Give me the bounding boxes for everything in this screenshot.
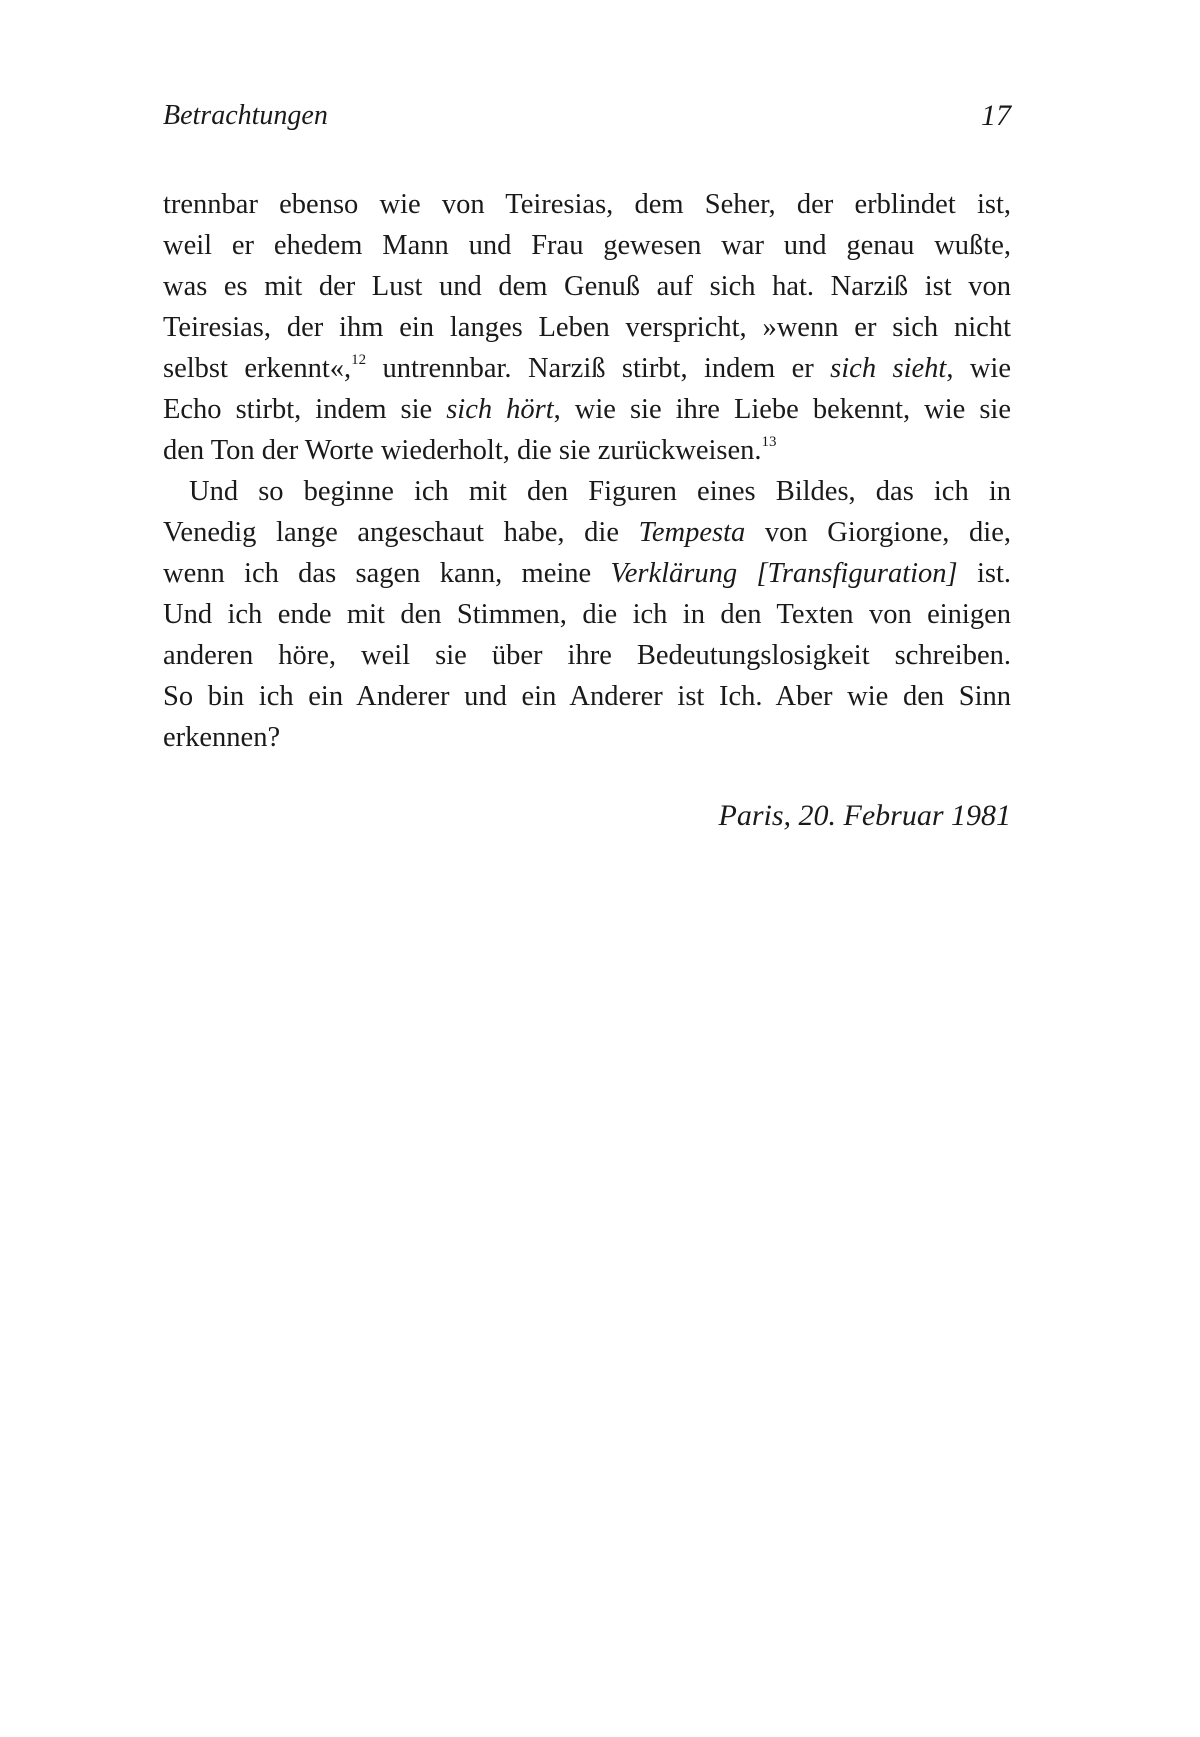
text-line: So bin ich ein Anderer und ein Anderer ist Ich. Aber wie den Sinn: [163, 681, 1011, 712]
text-run: ist.: [957, 558, 1011, 589]
footnote-ref-13[interactable]: 13: [761, 434, 777, 450]
page-number: 17: [981, 99, 1011, 132]
emphasis: sich hört: [446, 394, 554, 425]
text-run: den Ton der Worte wiederholt, die sie zurückweisen.: [163, 435, 762, 466]
text-run: Venedig lange angeschaut habe, die: [163, 517, 639, 548]
text-line: Und ich ende mit den Stimmen, die ich in den Texten von einigen: [163, 599, 1011, 630]
text-line: [163, 348, 1011, 389]
running-head-title: Betrachtungen: [163, 100, 328, 131]
text-line: anderen höre, weil sie über ihre Bedeutungslosigkeit schreiben.: [163, 640, 1011, 671]
footnote-ref-12[interactable]: 12: [351, 352, 367, 368]
text-line: Teiresias, der ihm ein langes Leben verspricht, »wenn er sich nicht: [163, 312, 1011, 343]
body-text: [163, 184, 1011, 758]
text-line: weil er ehedem Mann und Frau gewesen war und genau wußte,: [163, 230, 1011, 261]
text-line: trennbar ebenso wie von Teiresias, dem Seher, der erblindet ist,: [163, 189, 1011, 220]
text-run: Echo stirbt, indem sie: [163, 394, 447, 425]
text-line: was es mit der Lust und dem Genuß auf sich hat. Narziß ist von: [163, 271, 1011, 302]
text-line: [163, 553, 1011, 594]
running-head: [163, 96, 1011, 136]
text-line: Und so beginne ich mit den Figuren eines Bildes, das ich in: [189, 476, 1011, 507]
emphasis: Verklärung [Transfiguration]: [610, 558, 958, 589]
emphasis: sich sieht: [830, 353, 947, 384]
text-run: von Giorgione, die,: [745, 517, 1011, 548]
text-run: wenn ich das sagen kann, meine: [163, 558, 611, 589]
paragraph-2: [163, 471, 1011, 758]
text-line: [163, 430, 1011, 471]
emphasis: Tempesta: [638, 517, 746, 548]
text-line: erkennen?: [163, 722, 281, 753]
paragraph-1: [163, 184, 1011, 471]
text-run: , wie: [946, 353, 1011, 384]
text-line: [163, 512, 1011, 553]
text-line: [163, 389, 1011, 430]
text-run: , wie sie ihre Liebe bekennt, wie sie: [553, 394, 1011, 425]
text-run: selbst erkennt«,: [163, 353, 352, 384]
text-run: untrennbar. Narziß stirbt, indem er: [366, 353, 831, 384]
signoff-place-date: Paris, 20. Februar 1981: [718, 799, 1011, 832]
